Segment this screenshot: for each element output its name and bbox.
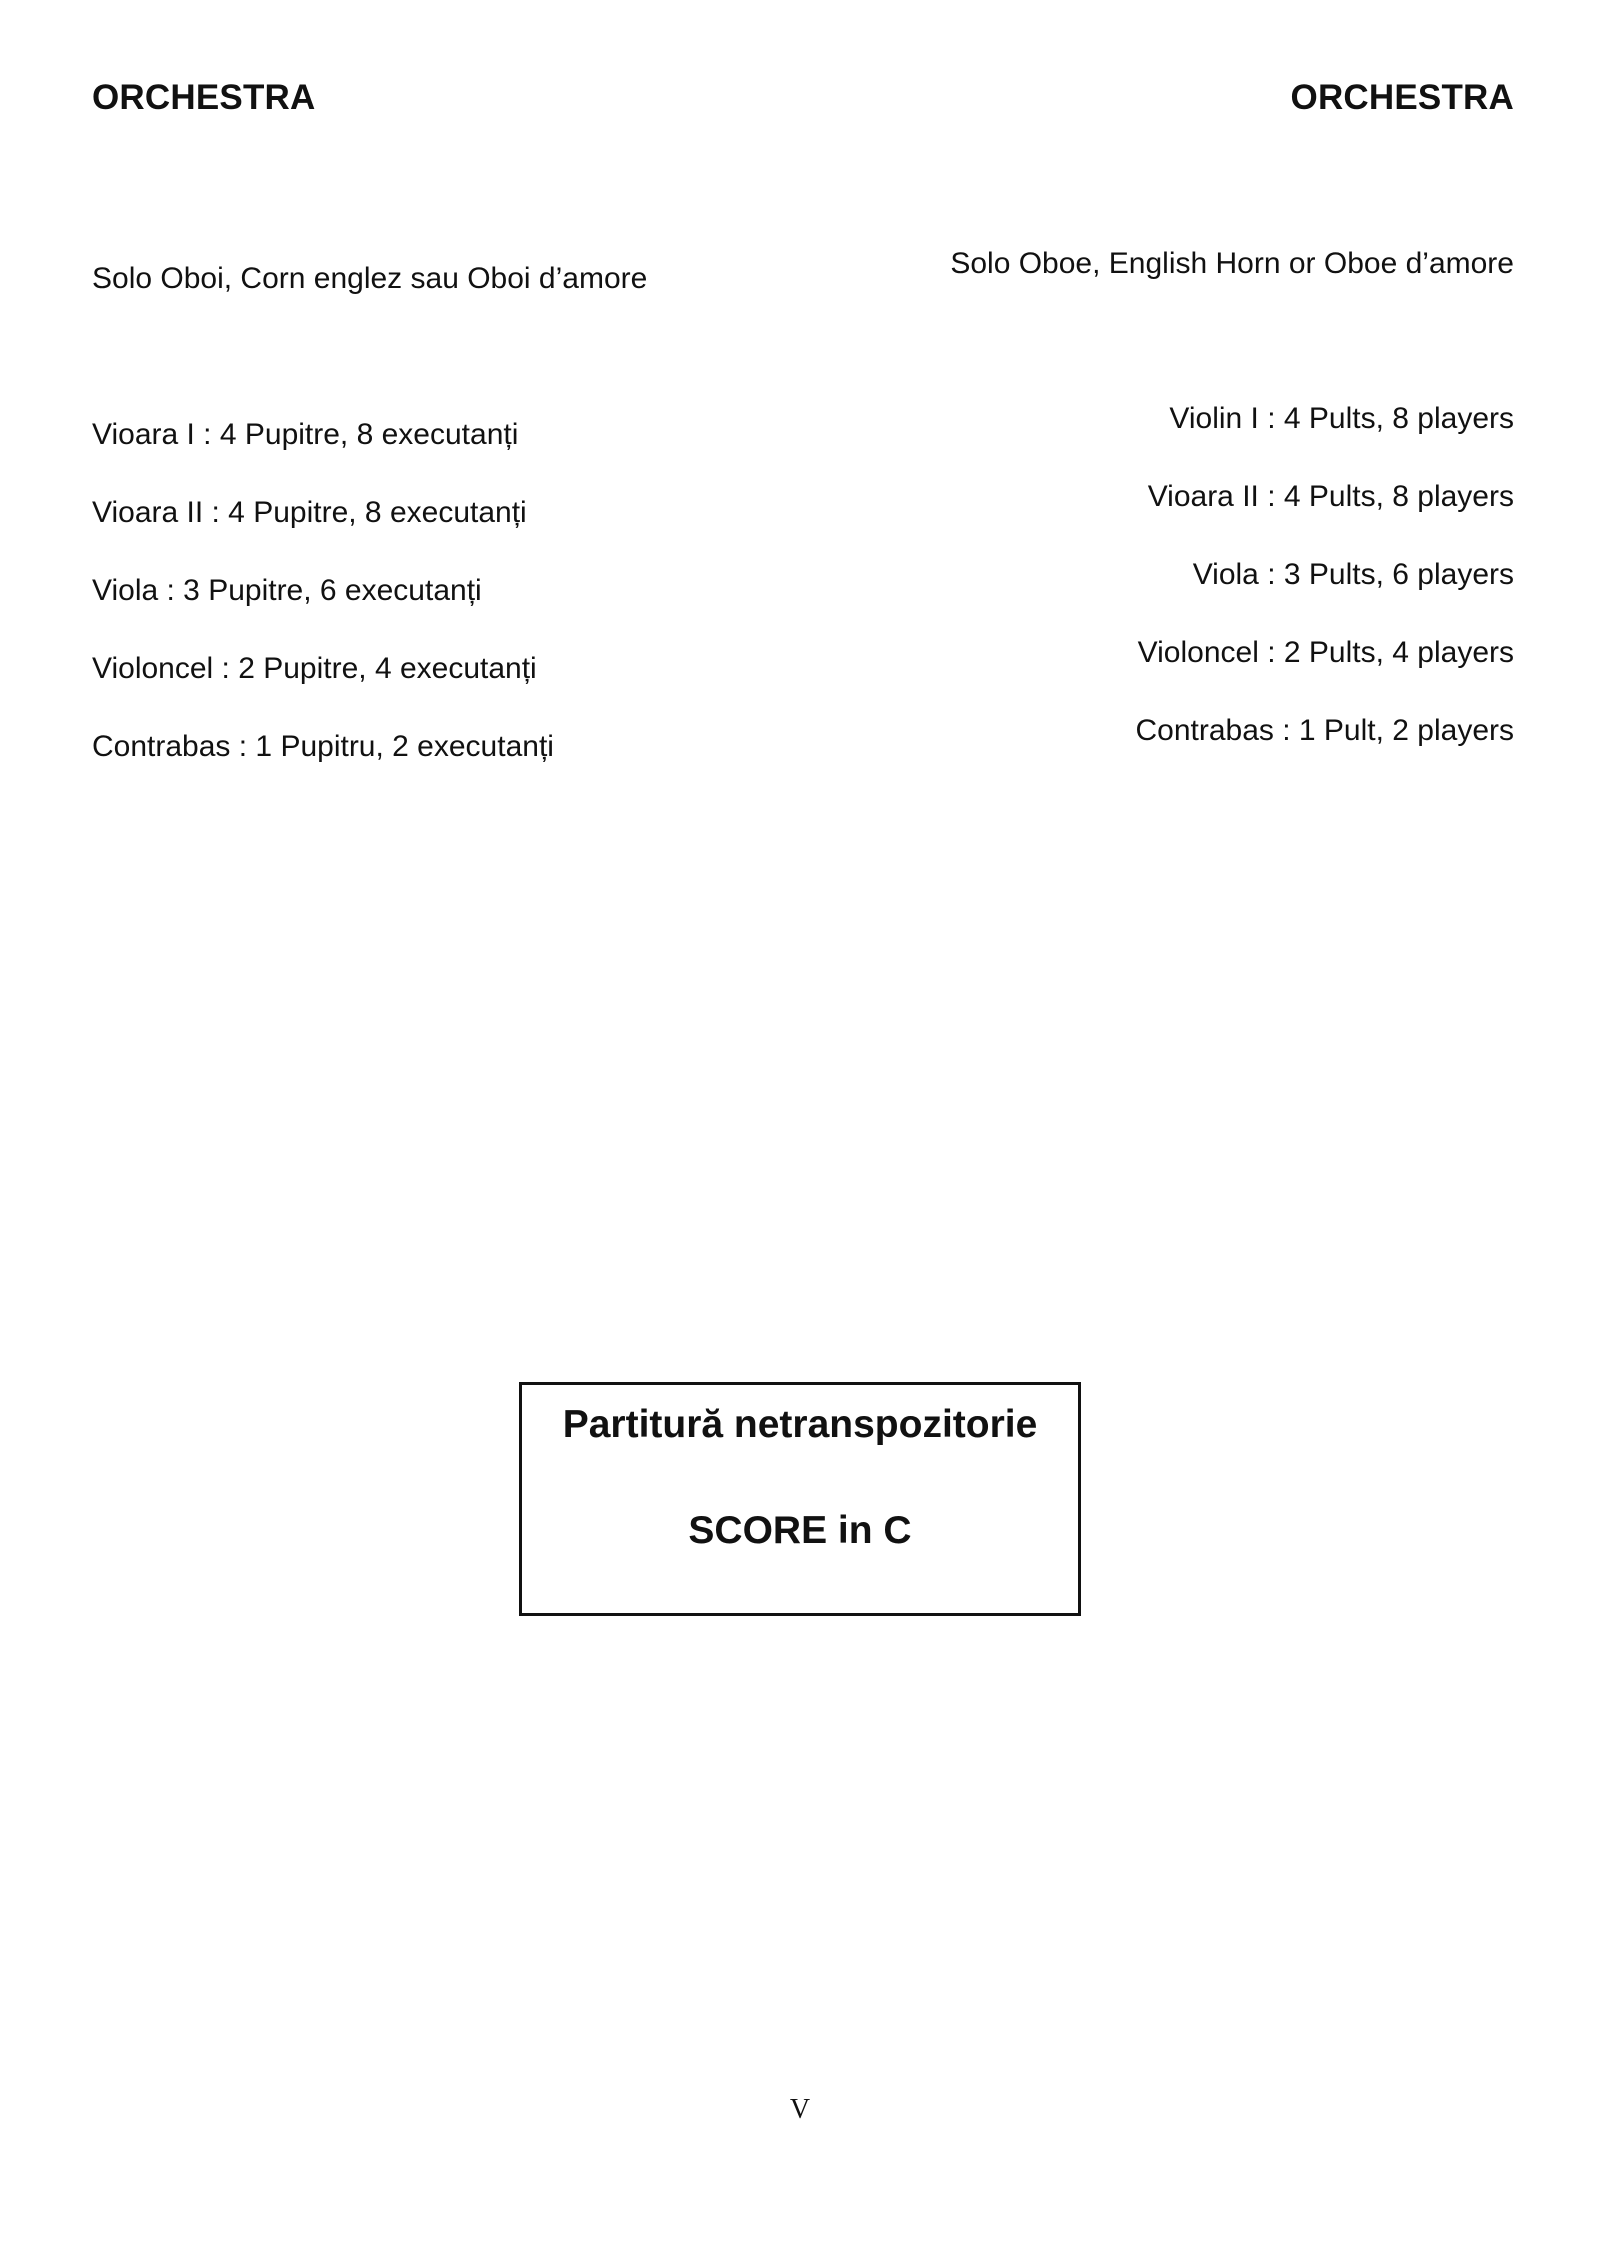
- left-string-line: Contrabas : 1 Pupitru, 2 executanți: [92, 730, 554, 763]
- right-string-line: Viola : 3 Pults, 6 players: [1192, 558, 1514, 591]
- left-solo-line: Solo Oboi, Corn englez sau Oboi d’amore: [92, 262, 648, 295]
- score-box-english-label: SCORE in C: [688, 1509, 912, 1552]
- left-string-line: Vioara I : 4 Pupitre, 8 executanți: [92, 418, 519, 451]
- score-box-romanian-label: Partitură netranspozitorie: [562, 1403, 1038, 1446]
- left-string-line: Violoncel : 2 Pupitre, 4 executanți: [92, 652, 537, 685]
- score-type-box: [519, 1382, 1081, 1616]
- right-string-line: Violin I : 4 Pults, 8 players: [1169, 402, 1514, 435]
- right-string-line: Vioara II : 4 Pults, 8 players: [1147, 480, 1514, 513]
- left-string-line: Vioara II : 4 Pupitre, 8 executanți: [92, 496, 527, 529]
- right-string-line: Violoncel : 2 Pults, 4 players: [1137, 636, 1514, 669]
- right-heading: ORCHESTRA: [1290, 78, 1514, 117]
- right-solo-line: Solo Oboe, English Horn or Oboe d’amore: [950, 247, 1514, 280]
- left-heading: ORCHESTRA: [92, 78, 316, 117]
- page-number: V: [789, 2094, 811, 2125]
- left-string-line: Viola : 3 Pupitre, 6 executanți: [92, 574, 482, 607]
- right-string-line: Contrabas : 1 Pult, 2 players: [1135, 714, 1514, 747]
